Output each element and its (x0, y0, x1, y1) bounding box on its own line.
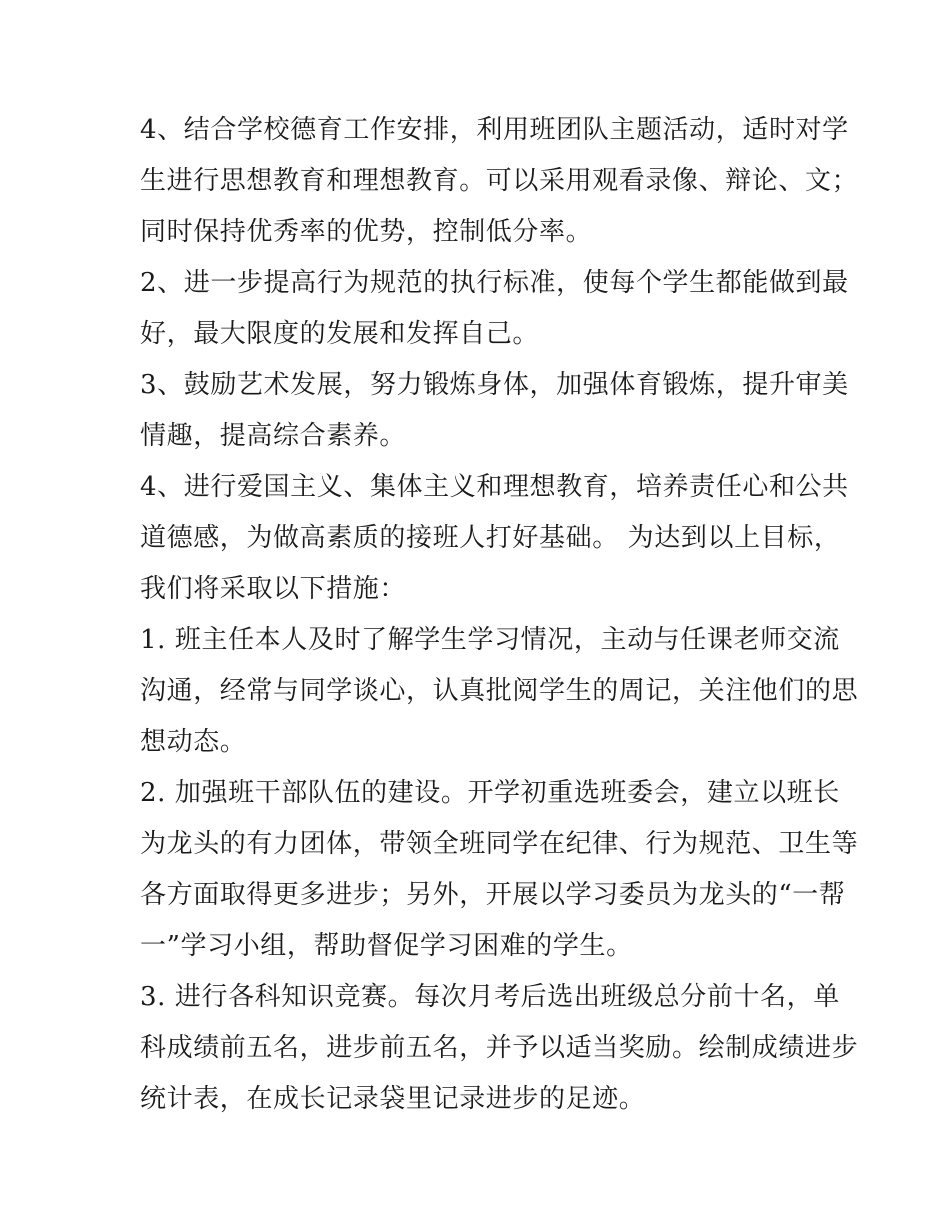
text-line: 好，最大限度的发展和发挥自己。 (140, 319, 540, 349)
text-line: 一”学习小组，帮助督促学习困难的学生。 (140, 931, 633, 961)
text-line: 3. 进行各科知识竞赛。每次月考后选出班级总分前十名，单 (140, 982, 840, 1012)
text-line: 道德感，为做高素质的接班人打好基础。 为达到以上目标， (140, 523, 841, 553)
text-line: 沟通，经常与同学谈心，认真批阅学生的周记，关注他们的思 (140, 676, 859, 706)
text-line: 情趣，提高综合素养。 (140, 421, 407, 451)
text-line: 为龙头的有力团体，带领全班同学在纪律、行为规范、卫生等 (140, 829, 859, 859)
text-line: 4、结合学校德育工作安排，利用班团队主题活动，适时对学 (140, 115, 849, 145)
text-line: 2、进一步提高行为规范的执行标准，使每个学生都能做到最 (140, 268, 849, 298)
text-line: 统计表，在成长记录袋里记录进步的足迹。 (140, 1084, 646, 1114)
text-line: 科成绩前五名，进步前五名，并予以适当奖励。绘制成绩进步 (140, 1033, 859, 1063)
text-line: 4、进行爱国主义、集体主义和理想教育，培养责任心和公共 (140, 472, 849, 502)
text-line: 生进行思想教育和理想教育。可以采用观看录像、辩论、文； (140, 166, 859, 196)
text-line: 同时保持优秀率的优势，控制低分率。 (140, 217, 593, 247)
text-line: 1. 班主任本人及时了解学生学习情况，主动与任课老师交流 (140, 625, 840, 655)
text-line: 我们将采取以下措施： (140, 574, 407, 604)
text-line: 3、鼓励艺术发展，努力锻炼身体，加强体育锻炼，提升审美 (140, 370, 849, 400)
text-line: 想动态。 (140, 727, 247, 757)
text-line: 各方面取得更多进步；另外，开展以学习委员为龙头的“一帮 (140, 880, 846, 910)
text-line: 2. 加强班干部队伍的建设。开学初重选班委会，建立以班长 (140, 778, 840, 808)
